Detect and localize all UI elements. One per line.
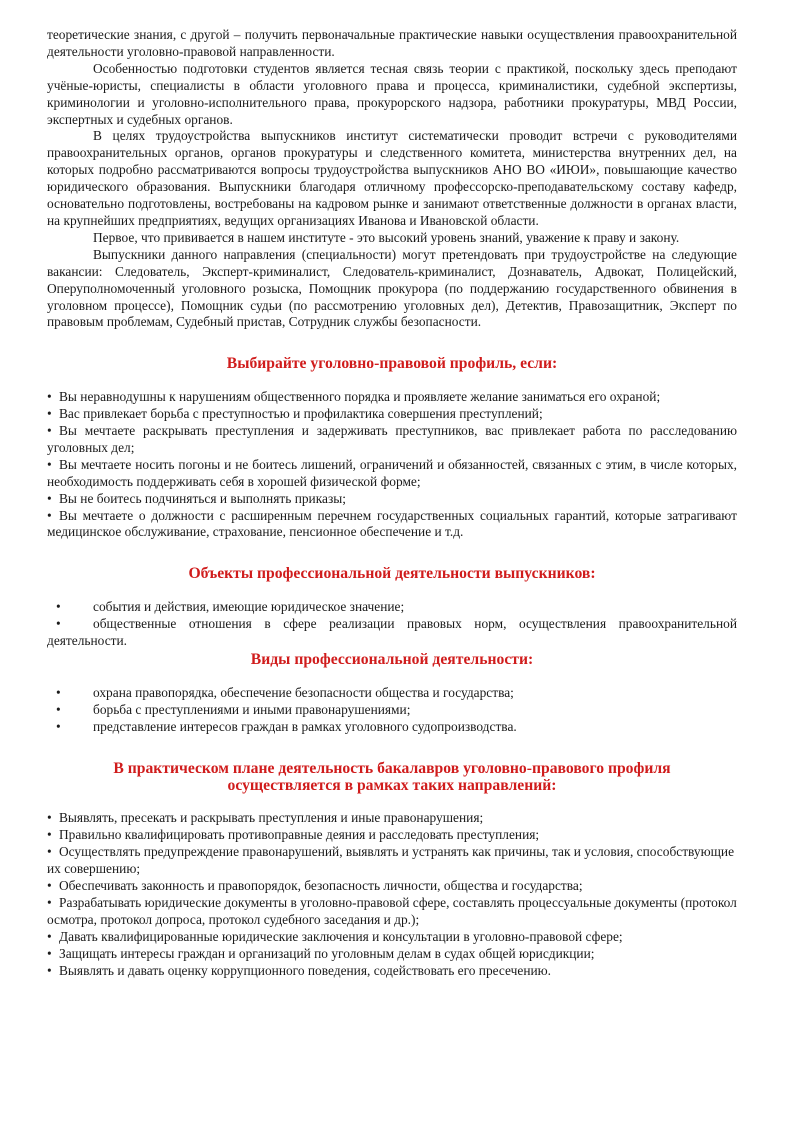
list-item: • Давать квалифицированные юридические заключения и консультации в уголовно-правовой сфере; (47, 928, 623, 944)
bullet-icon: • (47, 945, 52, 961)
bullet-icon: • (47, 810, 52, 826)
bullet-icon: • (47, 844, 52, 860)
paragraph-intro-continued: теоретические знания, с другой – получить первоначальные практические навыки осуществления правоохранительной деятельности уголовно-правовой направленности. (47, 27, 737, 59)
bullet-icon: • (47, 423, 52, 439)
list-item: • Вы мечтаете раскрывать преступления и задерживать преступников, вас привлекает работа по расследованию уголовных дел; (47, 423, 737, 455)
list-choose-profile (47, 389, 737, 541)
bullet-icon: • (47, 406, 52, 422)
bullet-icon: • (56, 684, 61, 700)
list-item: • Выявлять, пресекать и раскрывать преступления и иные правонарушения; (47, 810, 484, 826)
list-item: • Разрабатывать юридические документы в уголовно-правовой сфере, составлять процессуальные документы (протокол осмотра, протокол допроса, протокол судебного заседания и др.); (47, 894, 737, 927)
heading-choose-profile: Выбирайте уголовно-правовой профиль, если: (226, 355, 558, 373)
list-item: • Осуществлять предупреждение правонарушений, выявлять и устранять как причины, так и условия, способствующие их совершению; (47, 844, 735, 877)
list-item: • Вас привлекает борьба с преступностью и профилактика совершения преступлений; (47, 406, 543, 422)
list-item: • Вы неравнодушны к нарушениям общественного порядка и проявляете желание заниматься его охраной; (47, 389, 661, 405)
bullet-icon: • (47, 928, 52, 944)
list-item: • Защищать интересы граждан и организаций по уголовным делам в судах общей юрисдикции; (47, 945, 595, 961)
bullet-icon: • (47, 962, 52, 978)
heading-practice-directions: В практическом плане деятельность бакалавров уголовно-правового профиля осуществляется в рамках таких направлений: (113, 759, 671, 794)
bullet-icon: • (56, 599, 61, 615)
bullet-icon: • (47, 878, 52, 894)
list-item: • Обеспечивать законность и правопорядок, безопасность личности, общества и государства; (47, 878, 583, 894)
bullet-icon: • (47, 490, 52, 506)
list-item: • Вы не боитесь подчиняться и выполнять приказы; (47, 490, 346, 506)
heading-activity-kinds: Виды профессиональной деятельности: (250, 651, 534, 668)
heading-objects: Объекты профессиональной деятельности выпускников: (188, 565, 596, 583)
bullet-icon: • (56, 616, 61, 632)
paragraph-vacancies: Выпускники данного направления (специальности) могут претендовать при трудоустройстве на следующие вакансии: Следователь, Эксперт-криминалист, Следователь-криминалист, Дознаватель, Адвокат, Полицейский, Оперуполномоченный уголовного розыска, Помощник прокурора (по поддержанию государственного обвинения в уголовном процессе), Помощник судьи (по рассмотрению уголовных дел), Детектив, Правозащитник, Эксперт по правовым проблемам, Судебный пристав, Сотрудник службы безопасности. (47, 246, 737, 330)
list-practice-directions (47, 810, 737, 979)
paragraph-employment: В целях трудоустройства выпускников институт систематически проводит встречи с руководителями правоохранительных органов, органов прокуратуры и следственного комитета, министерства внутренних дел, на которых подробно рассматриваются вопросы трудоустройства выпускников АНО ВО «ИЮИ», повышающие качество юридического образования. Выпускники благодаря отличному профессорско-преподавательскому составу кафедр, основательно подготовлены, востребованы на кадровом рынке и занимают ответственные должности в органах власти, на крупнейших предприятиях, ведущих организациях Иванова и Ивановской области. (47, 128, 737, 228)
list-item: • общественные отношения в сфере реализации правовых норм, осуществления правоохранительной деятельности. (47, 616, 737, 649)
bullet-icon: • (47, 827, 52, 843)
bullet-icon: • (56, 718, 61, 734)
bullet-icon: • (47, 507, 52, 523)
bullet-icon: • (47, 389, 52, 405)
list-item: • Выявлять и давать оценку коррупционного поведения, содействовать его пресечению. (47, 962, 552, 978)
list-item: • борьба с преступлениями и иными правонарушениями; (47, 702, 737, 719)
bullet-icon: • (47, 456, 52, 472)
paragraph-teachers: Особенностью подготовки студентов является тесная связь теории с практикой, поскольку здесь преподают учёные-юристы, специалисты в области уголовного права и процесса, криминалистики, судебной экспертизы, криминологии и уголовно-исполнительного права, прокурорского надзора, работники прокуратуры, МВД России, экспертных и судебных органов. (47, 60, 737, 127)
document-page (47, 27, 737, 980)
list-item: • Вы мечтаете носить погоны и не боитесь лишений, ограничений и обязанностей, связанных с этим, в числе которых, необходимость поддерживать себя в хорошей физической форме; (47, 456, 737, 489)
paragraph-values: Первое, что прививается в нашем институте - это высокий уровень знаний, уважение к праву и закону. (93, 229, 680, 245)
list-item: • события и действия, имеющие юридическое значение; (47, 599, 737, 616)
list-item: • Правильно квалифицировать противоправные деяния и расследовать преступления; (47, 827, 540, 843)
list-item: • представление интересов граждан в рамках уголовного судопроизводства. (47, 719, 737, 736)
bullet-icon: • (47, 894, 52, 910)
list-objects (47, 599, 737, 650)
list-item: • Вы мечтаете о должности с расширенным перечнем государственных социальных гарантий, которые затрагивают медицинское обслуживание, страхование, пенсионное обеспечение и т.д. (47, 507, 737, 540)
list-activity-kinds (47, 685, 737, 736)
bullet-icon: • (56, 701, 61, 717)
list-item: • охрана правопорядка, обеспечение безопасности общества и государства; (47, 685, 737, 702)
